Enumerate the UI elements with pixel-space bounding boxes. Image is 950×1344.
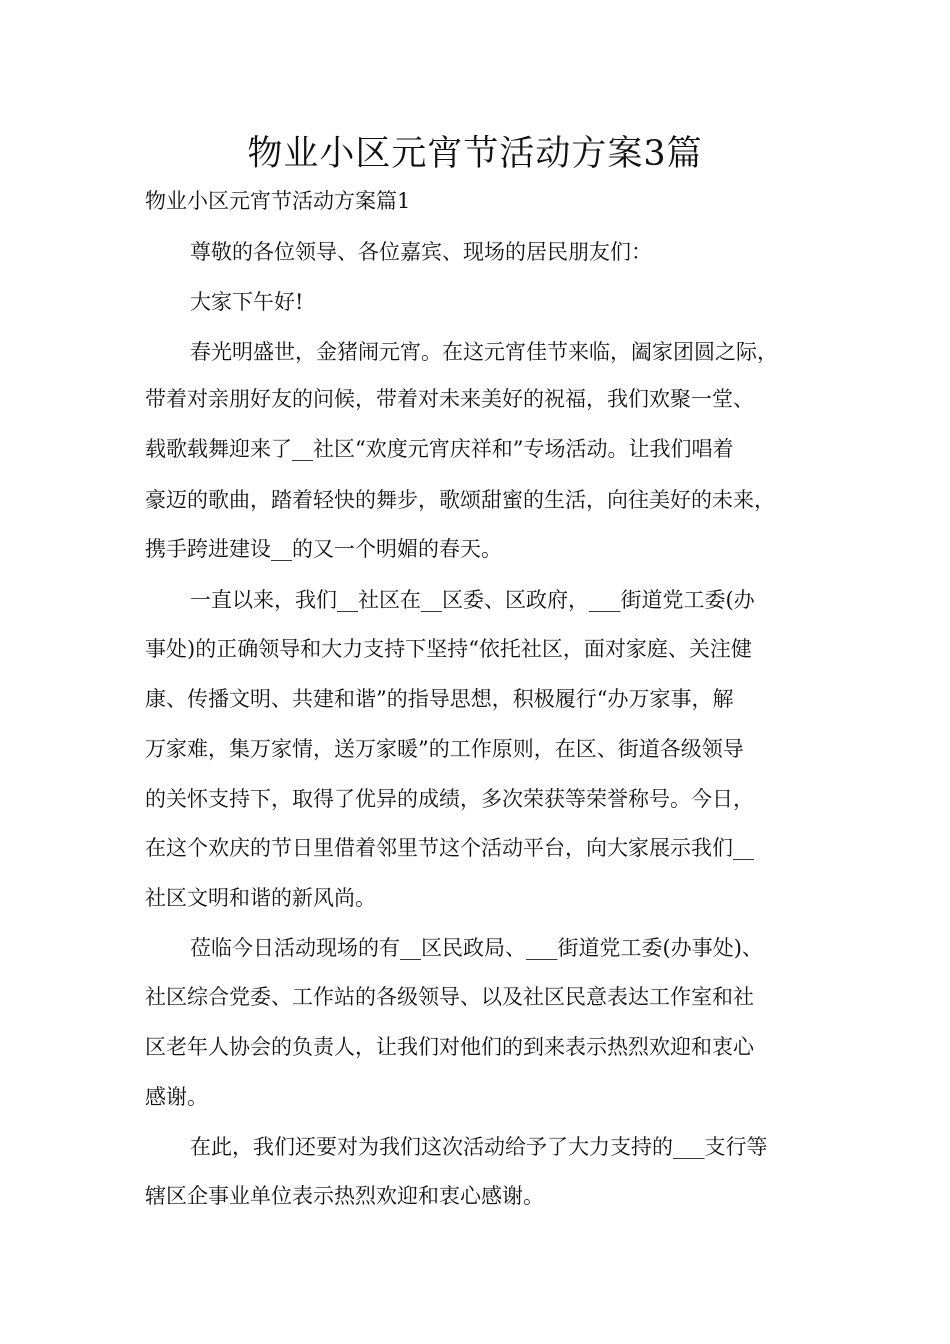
paragraph-1-line-3: 载歌载舞迎来了__社区“欢度元宵庆祥和”专场活动。让我们唱着: [145, 437, 734, 461]
paragraph-3-line-3: 区老年人协会的负责人，让我们对他们的到来表示热烈欢迎和衷心: [145, 1035, 754, 1059]
paragraph-2-line-6: 在这个欢庆的节日里借着邻里节这个活动平台，向大家展示我们__: [145, 836, 754, 860]
paragraph-2-line-4: 万家难，集万家情，送万家暖”的工作原则，在区、街道各级领导: [145, 737, 744, 761]
paragraph-1-line-2: 带着对亲朋好友的问候，带着对未来美好的祝福，我们欢聚一堂、: [145, 387, 754, 411]
paragraph-1-line-1: 春光明盛世，金猪闹元宵。在这元宵佳节来临，阖家团圆之际，: [190, 340, 778, 364]
paragraph-4-line-1: 在此，我们还要对为我们这次活动给予了大力支持的___支行等: [190, 1135, 768, 1159]
document-title: 物业小区元宵节活动方案3篇: [247, 134, 703, 174]
paragraph-2-line-5: 的关怀支持下，取得了优异的成绩，多次荣获等荣誉称号。今日，: [145, 787, 754, 811]
paragraph-3-line-2: 社区综合党委、工作站的各级领导、以及社区民意表达工作室和社: [145, 985, 754, 1009]
paragraph-2-line-2: 事处)的正确领导和大力支持下坚持“依托社区，面对家庭、关注健: [145, 637, 752, 661]
section-heading: 物业小区元宵节活动方案篇1: [145, 189, 411, 213]
paragraph-2-line-7: 社区文明和谐的新风尚。: [145, 886, 376, 910]
paragraph-2-line-1: 一直以来，我们__社区在__区委、区政府，___街道党工委(办: [190, 588, 755, 612]
paragraph-3-line-4: 感谢。: [145, 1085, 208, 1109]
paragraph-1-line-4: 豪迈的歌曲，踏着轻快的舞步，歌颂甜蜜的生活，向往美好的未来，: [145, 488, 775, 512]
paragraph-2-line-3: 康、传播文明、共建和谐”的指导思想，积极履行“办万家事，解: [145, 687, 734, 711]
salutation-line: 大家下午好!: [190, 290, 304, 314]
paragraph-1-line-5: 携手跨进建设__的又一个明媚的春天。: [145, 537, 502, 561]
greeting-line: 尊敬的各位领导、各位嘉宾、现场的居民朋友们：: [190, 240, 652, 264]
paragraph-4-line-2: 辖区企事业单位表示热烈欢迎和衷心感谢。: [145, 1184, 544, 1208]
paragraph-3-line-1: 莅临今日活动现场的有__区民政局、___街道党工委(办事处)、: [190, 936, 763, 960]
